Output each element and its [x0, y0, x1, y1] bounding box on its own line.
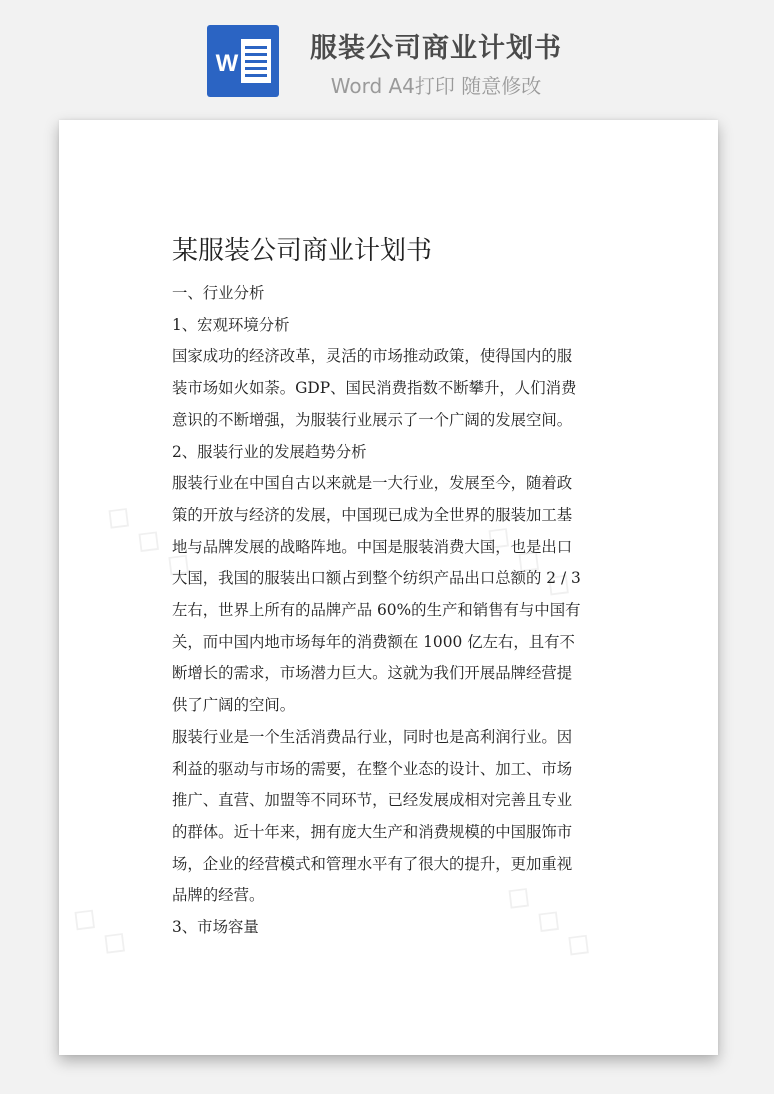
- body-line: 场，企业的经营模式和管理水平有了很大的提升，更加重视: [172, 854, 573, 873]
- section-heading: 一、行业分析: [172, 284, 265, 302]
- document-page: [59, 120, 718, 1055]
- body-line: 利益的驱动与市场的需要，在整个业态的设计、加工、市场: [172, 759, 573, 778]
- body-line: 推广、直营、加盟等不同环节，已经发展成相对完善且专业: [172, 791, 573, 810]
- document-title: 某服装公司商业计划书: [172, 236, 433, 266]
- watermark: ◇ ◇ ◇: [97, 492, 203, 588]
- body-line: 关，而中国内地市场每年的消费额在 1000 亿左右，且有不: [172, 632, 575, 651]
- body-line: 大国，我国的服装出口额占到整个纺织产品出口总额的 2 / 3: [172, 569, 581, 588]
- word-icon-letter: W: [215, 50, 239, 77]
- watermark: ◇ ◇ ◇: [477, 512, 583, 608]
- page-title: 服装公司商业计划书: [310, 33, 562, 64]
- watermark: ◇ ◇ ◇: [497, 872, 603, 968]
- body-line: 服装行业是一个生活消费品行业，同时也是高利润行业。因: [172, 727, 573, 746]
- body-line: 服装行业在中国自古以来就是一大行业，发展至今，随着政: [172, 474, 573, 493]
- body-line: 左右，世界上所有的品牌产品 60%的生产和销售有与中国有: [172, 601, 581, 620]
- body-line: 断增长的需求，市场潜力巨大。这就为我们开展品牌经营提: [172, 664, 573, 683]
- body-line: 地与品牌发展的战略阵地。中国是服装消费大国，也是出口: [172, 537, 573, 556]
- subsection-heading: 2、服装行业的发展趋势分析: [172, 442, 367, 461]
- watermark: ◇ ◇: [63, 894, 139, 966]
- body-line: 策的开放与经济的发展，中国现已成为全世界的服装加工基: [172, 505, 573, 524]
- word-icon: [207, 25, 279, 97]
- page-header: [0, 0, 774, 110]
- body-line: 的群体。近十年来，拥有庞大生产和消费规模的中国服饰市: [172, 822, 573, 841]
- page-subtitle: Word A4打印 随意修改: [330, 74, 542, 98]
- body-line: 供了广阔的空间。: [172, 696, 296, 715]
- body-line: 意识的不断增强，为服装行业展示了一个广阔的发展空间。: [172, 410, 573, 429]
- document-body: [172, 230, 604, 944]
- subsection-heading: 3、市场容量: [172, 918, 259, 937]
- body-line: 品牌的经营。: [172, 886, 265, 905]
- subsection-heading: 1、宏观环境分析: [172, 315, 290, 334]
- body-line: 国家成功的经济改革，灵活的市场推动政策，使得国内的服: [172, 347, 573, 366]
- body-line: 装市场如火如荼。GDP、国民消费指数不断攀升，人们消费: [172, 379, 577, 398]
